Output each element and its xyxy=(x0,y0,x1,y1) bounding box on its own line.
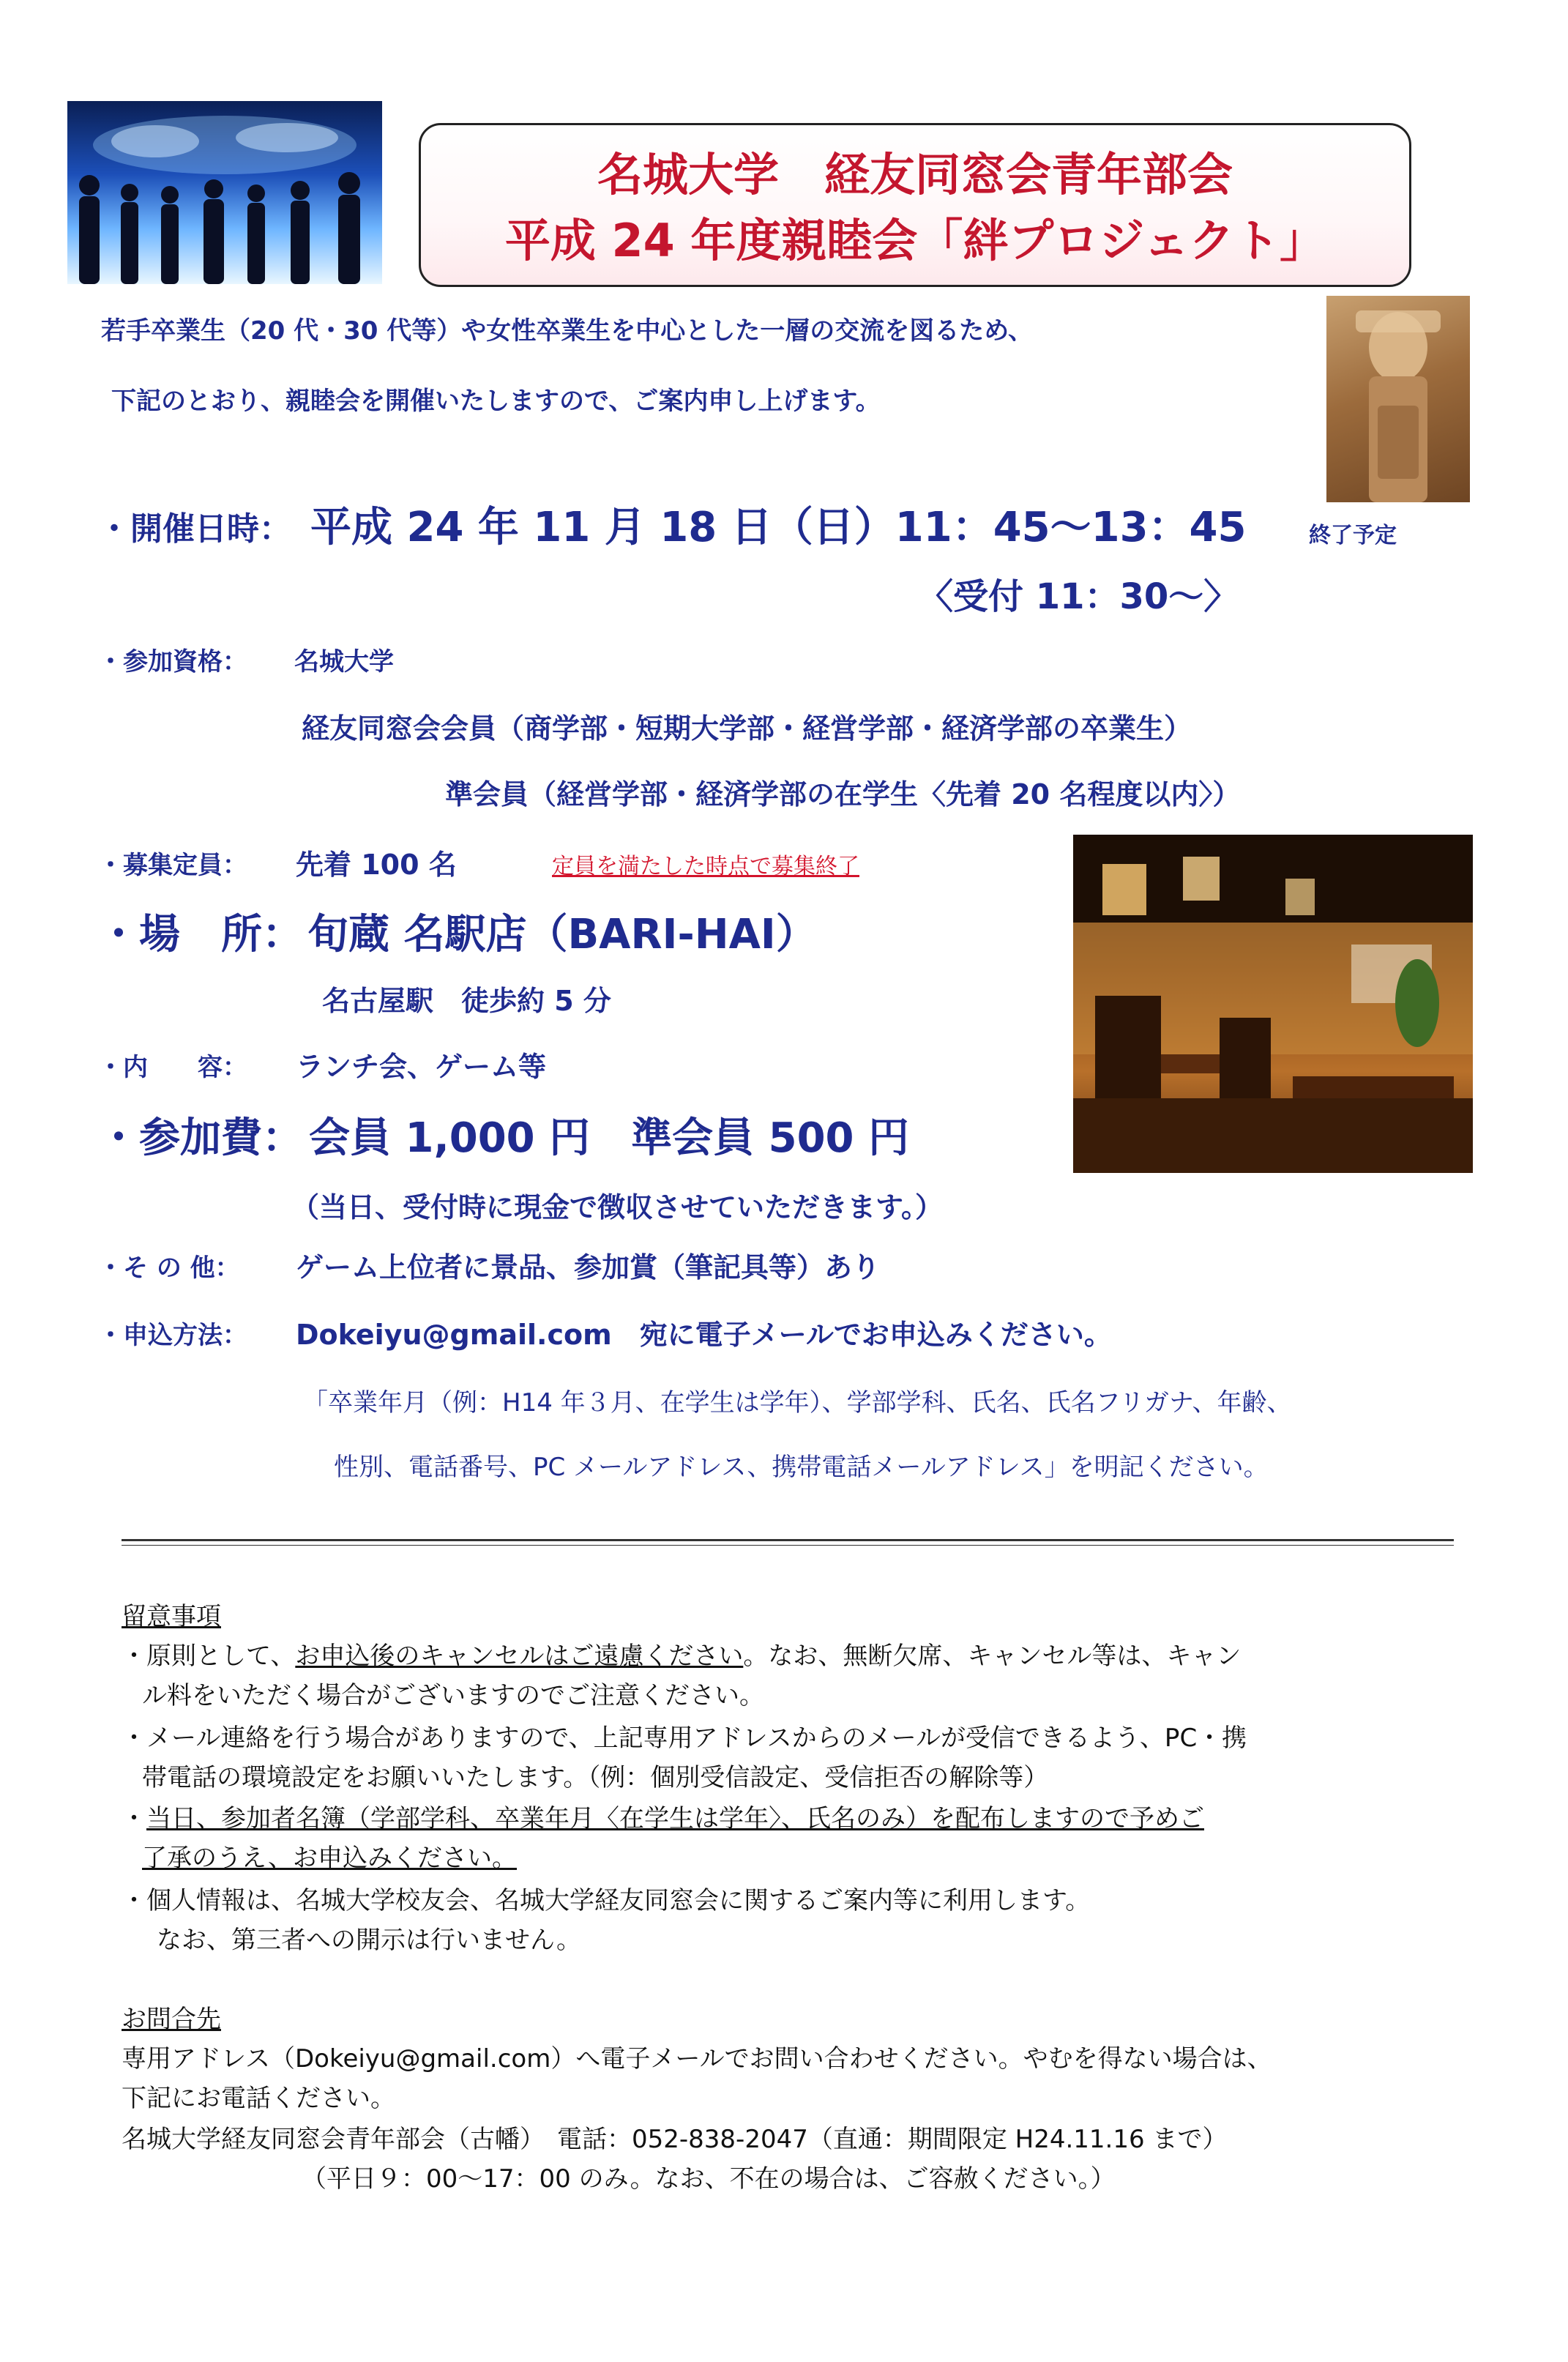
contact-heading: お問合先 xyxy=(122,2005,221,2034)
qualification-label: ・参加資格： xyxy=(98,647,247,677)
fee-value: 会員 1,000 円 準会員 500 円 xyxy=(309,1114,910,1162)
notes-item-3: ・当日、参加者名簿（学部学科、卒業年月〈在学生は学年〉、氏名のみ）を配布しますので予めご xyxy=(122,1804,1204,1833)
date-suffix: 終了予定 xyxy=(1309,523,1397,548)
silhouette-illustration xyxy=(67,101,382,284)
fee-label: ・参加費： xyxy=(98,1114,303,1162)
capacity-note: 定員を満たした時点で募集終了 xyxy=(552,854,859,879)
qualification-line-3: 準会員（経営学部・経済学部の在学生〈先着 20 名程度以内〉） xyxy=(445,778,1241,811)
intro-line-1: 若手卒業生（20 代・30 代等）や女性卒業生を中心とした一層の交流を図るため、 xyxy=(101,316,1033,346)
statue-illustration xyxy=(1326,296,1470,502)
notes-item-1-cont: ル料をいただく場合がございますのでご注意ください。 xyxy=(142,1681,764,1710)
contact-line-4: （平日９：00～17：00 のみ。なお、不在の場合は、ご容赦ください。） xyxy=(302,2164,1116,2194)
notes-item-1: ・原則として、お申込後のキャンセルはご遠慮ください。なお、無断欠席、キャンセル等は、キャン xyxy=(122,1642,1242,1671)
title-line-1: 名城大学 経友同窓会青年部会 xyxy=(597,148,1233,201)
qualification-line-2: 経友同窓会会員（商学部・短期大学部・経営学部・経済学部の卒業生） xyxy=(302,712,1192,745)
contact-line-3: 名城大学経友同窓会青年部会（古幡） 電話：052-838-2047（直通：期間限定 H24.11.16 まで） xyxy=(122,2125,1228,2154)
reception-time: 〈受付 11：30～〉 xyxy=(918,576,1239,617)
notes-heading: 留意事項 xyxy=(122,1602,221,1631)
content-value: ランチ会、ゲーム等 xyxy=(296,1051,547,1083)
date-label: ・開催日時： xyxy=(98,510,291,548)
apply-email-link[interactable]: Dokeiyu@gmail.com xyxy=(296,1319,612,1351)
date-value: 平成 24 年 11 月 18 日（日）11：45～13：45 xyxy=(310,504,1247,551)
divider-double-top xyxy=(122,1539,1454,1541)
apply-line xyxy=(296,1312,1112,1352)
notes-item-3-cont: 了承のうえ、お申込みください。 xyxy=(142,1844,518,1873)
notes-item-2: ・メール連絡を行う場合がありますので、上記専用アドレスからのメールが受信できるよう、PC・携 xyxy=(122,1724,1247,1753)
content-label: ・内 容： xyxy=(98,1053,247,1082)
contact-line-2: 下記にお電話ください。 xyxy=(122,2084,395,2113)
venue-access: 名古屋駅 徒歩約 5 分 xyxy=(322,985,611,1017)
notes-item-2-cont: 帯電話の環境設定をお願いいたします。（例：個別受信設定、受信拒否の解除等） xyxy=(142,1763,1049,1792)
qualification-line-1: 名城大学 xyxy=(294,647,394,677)
other-label: ・そ の 他： xyxy=(98,1253,240,1283)
notes-item-4: ・個人情報は、名城大学校友会、名城大学経友同窓会に関するご案内等に利用します。 xyxy=(122,1886,1091,1915)
apply-text: 宛に電子メールでお申込みください。 xyxy=(611,1319,1112,1351)
statue-photo xyxy=(1326,296,1470,502)
venue-label: ・場 所： xyxy=(98,911,303,958)
fee-note: （当日、受付時に現金で徴収させていただきます。） xyxy=(291,1191,943,1223)
restaurant-photo xyxy=(1073,835,1473,1173)
notes-item-3-underlined: 当日、参加者名簿（学部学科、卒業年月〈在学生は学年〉、氏名のみ）を配布しますので予めご xyxy=(146,1804,1204,1833)
apply-note-line-2: 性別、電話番号、PC メールアドレス、携帯電話メールアドレス」を明記ください。 xyxy=(334,1453,1269,1482)
restaurant-illustration xyxy=(1073,835,1473,1173)
capacity-value: 先着 100 名 xyxy=(296,849,457,881)
contact-line-1: 専用アドレス（Dokeiyu@gmail.com）へ電子メールでお問い合わせください。やむを得ない場合は、 xyxy=(122,2044,1272,2074)
notes-item-4-cont: なお、第三者への開示は行いません。 xyxy=(157,1926,582,1955)
title-box xyxy=(419,123,1411,287)
venue-value: 旬蔵 名駅店（BARI-HAI） xyxy=(307,911,817,958)
notes-item-1-underlined: お申込後のキャンセルはご遠慮ください xyxy=(295,1642,744,1671)
title-line-2: 平成 24 年度親睦会「絆プロジェクト」 xyxy=(504,214,1326,267)
other-value: ゲーム上位者に景品、参加賞（筆記具等）あり xyxy=(296,1251,881,1284)
capacity-label: ・募集定員： xyxy=(98,851,247,880)
apply-label: ・申込方法： xyxy=(98,1321,247,1350)
apply-note-line-1: 「卒業年月（例：H14 年３月、在学生は学年）、学部学科、氏名、氏名フリガナ、年齢、 xyxy=(303,1388,1292,1417)
divider-double-bottom xyxy=(122,1545,1454,1546)
hero-image-business-people xyxy=(67,101,382,284)
intro-line-2: 下記のとおり、親睦会を開催いたしますので、ご案内申し上げます。 xyxy=(111,387,881,416)
